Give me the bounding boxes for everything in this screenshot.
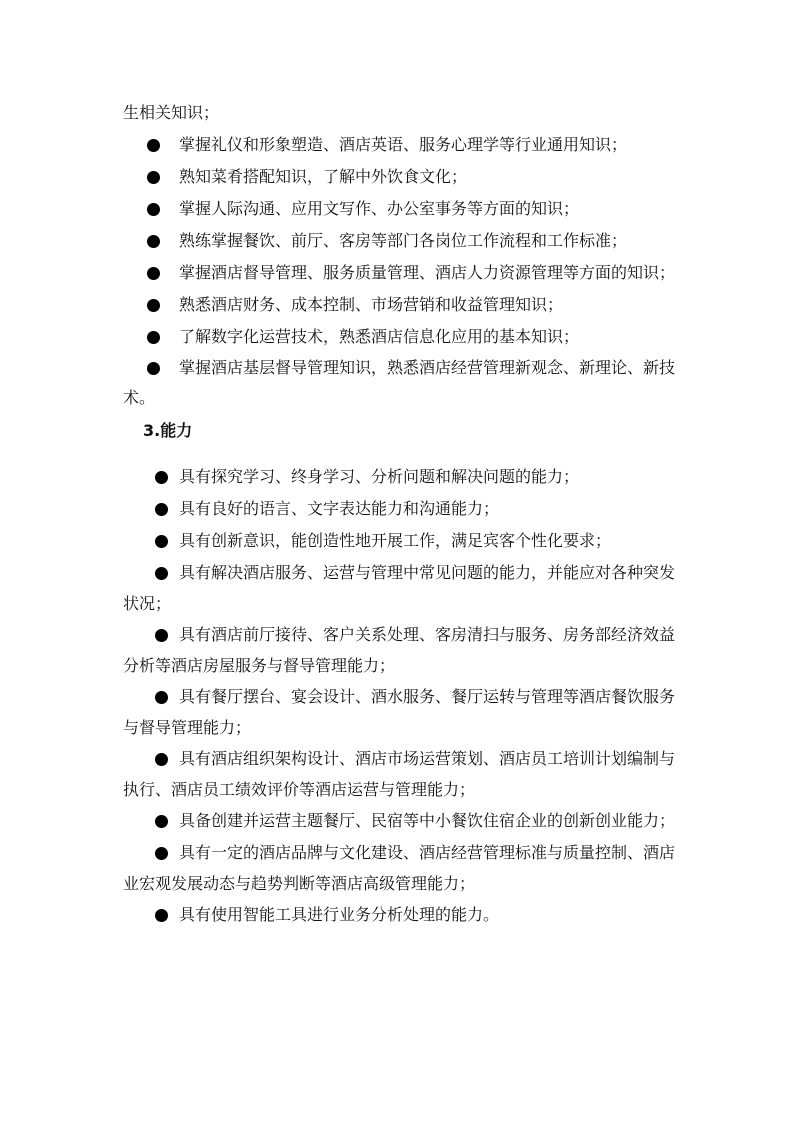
knowledge-item-wrap: 术。 [123, 388, 156, 407]
bullet-icon [155, 629, 168, 642]
bullet-icon [147, 331, 160, 344]
ability-item: 具有创新意识，能创造性地开展工作，满足宾客个性化要求； [179, 531, 612, 550]
knowledge-item: 掌握人际沟通、应用文写作、办公室事务等方面的知识； [179, 199, 580, 218]
ability-item-wrap: 与督导管理能力； [123, 718, 252, 737]
bullet-icon [147, 235, 160, 248]
ability-item: 具有探究学习、终身学习、分析问题和解决问题的能力； [179, 467, 580, 486]
bullet-icon [155, 503, 168, 516]
bullet-icon [147, 203, 160, 216]
ability-item: 具有餐厅摆台、宴会设计、酒水服务、餐厅运转与管理等酒店餐饮服务 [179, 687, 676, 706]
ability-item: 具有良好的语言、文字表达能力和沟通能力； [179, 499, 500, 518]
knowledge-item: 掌握酒店督导管理、服务质量管理、酒店人力资源管理等方面的知识； [179, 263, 676, 282]
bullet-icon [155, 471, 168, 484]
bullet-icon [155, 691, 168, 704]
ability-item-wrap: 执行、酒店员工绩效评价等酒店运营与管理能力； [123, 780, 476, 799]
bullet-icon [155, 847, 168, 860]
knowledge-item: 了解数字化运营技术，熟悉酒店信息化应用的基本知识； [179, 327, 580, 346]
section-heading: 3.能力 [143, 421, 193, 440]
ability-item: 具有解决酒店服务、运营与管理中常见问题的能力，并能应对各种突发 [179, 563, 676, 582]
bullet-icon [155, 535, 168, 548]
ability-item: 具有酒店组织架构设计、酒店市场运营策划、酒店员工培训计划编制与 [179, 749, 676, 768]
bullet-icon [147, 267, 160, 280]
ability-item-wrap: 业宏观发展动态与趋势判断等酒店高级管理能力； [123, 874, 476, 893]
knowledge-item: 掌握礼仪和形象塑造、酒店英语、服务心理学等行业通用知识； [179, 135, 628, 154]
knowledge-item: 熟练掌握餐饮、前厅、客房等部门各岗位工作流程和工作标准； [179, 231, 628, 250]
bullet-icon [155, 909, 168, 922]
bullet-icon [155, 815, 168, 828]
ability-item: 具有酒店前厅接待、客户关系处理、客房清扫与服务、房务部经济效益 [179, 625, 676, 644]
knowledge-item: 掌握酒店基层督导管理知识，熟悉酒店经营管理新观念、新理论、新技 [179, 358, 676, 377]
ability-item-wrap: 分析等酒店房屋服务与督导管理能力； [123, 656, 396, 675]
ability-item: 具有一定的酒店品牌与文化建设、酒店经营管理标准与质量控制、酒店 [179, 843, 676, 862]
bullet-icon [147, 362, 160, 375]
knowledge-continuation: 生相关知识； [123, 103, 220, 122]
bullet-icon [147, 299, 160, 312]
ability-item-wrap: 状况； [123, 594, 172, 613]
knowledge-item: 熟知菜肴搭配知识，了解中外饮食文化； [179, 167, 468, 186]
bullet-icon [155, 753, 168, 766]
bullet-icon [147, 139, 160, 152]
ability-item: 具有使用智能工具进行业务分析处理的能力。 [179, 905, 500, 924]
bullet-icon [147, 171, 160, 184]
bullet-icon [155, 567, 168, 580]
knowledge-item: 熟悉酒店财务、成本控制、市场营销和收益管理知识； [179, 295, 564, 314]
ability-item: 具备创建并运营主题餐厅、民宿等中小餐饮住宿企业的创新创业能力； [179, 811, 676, 830]
